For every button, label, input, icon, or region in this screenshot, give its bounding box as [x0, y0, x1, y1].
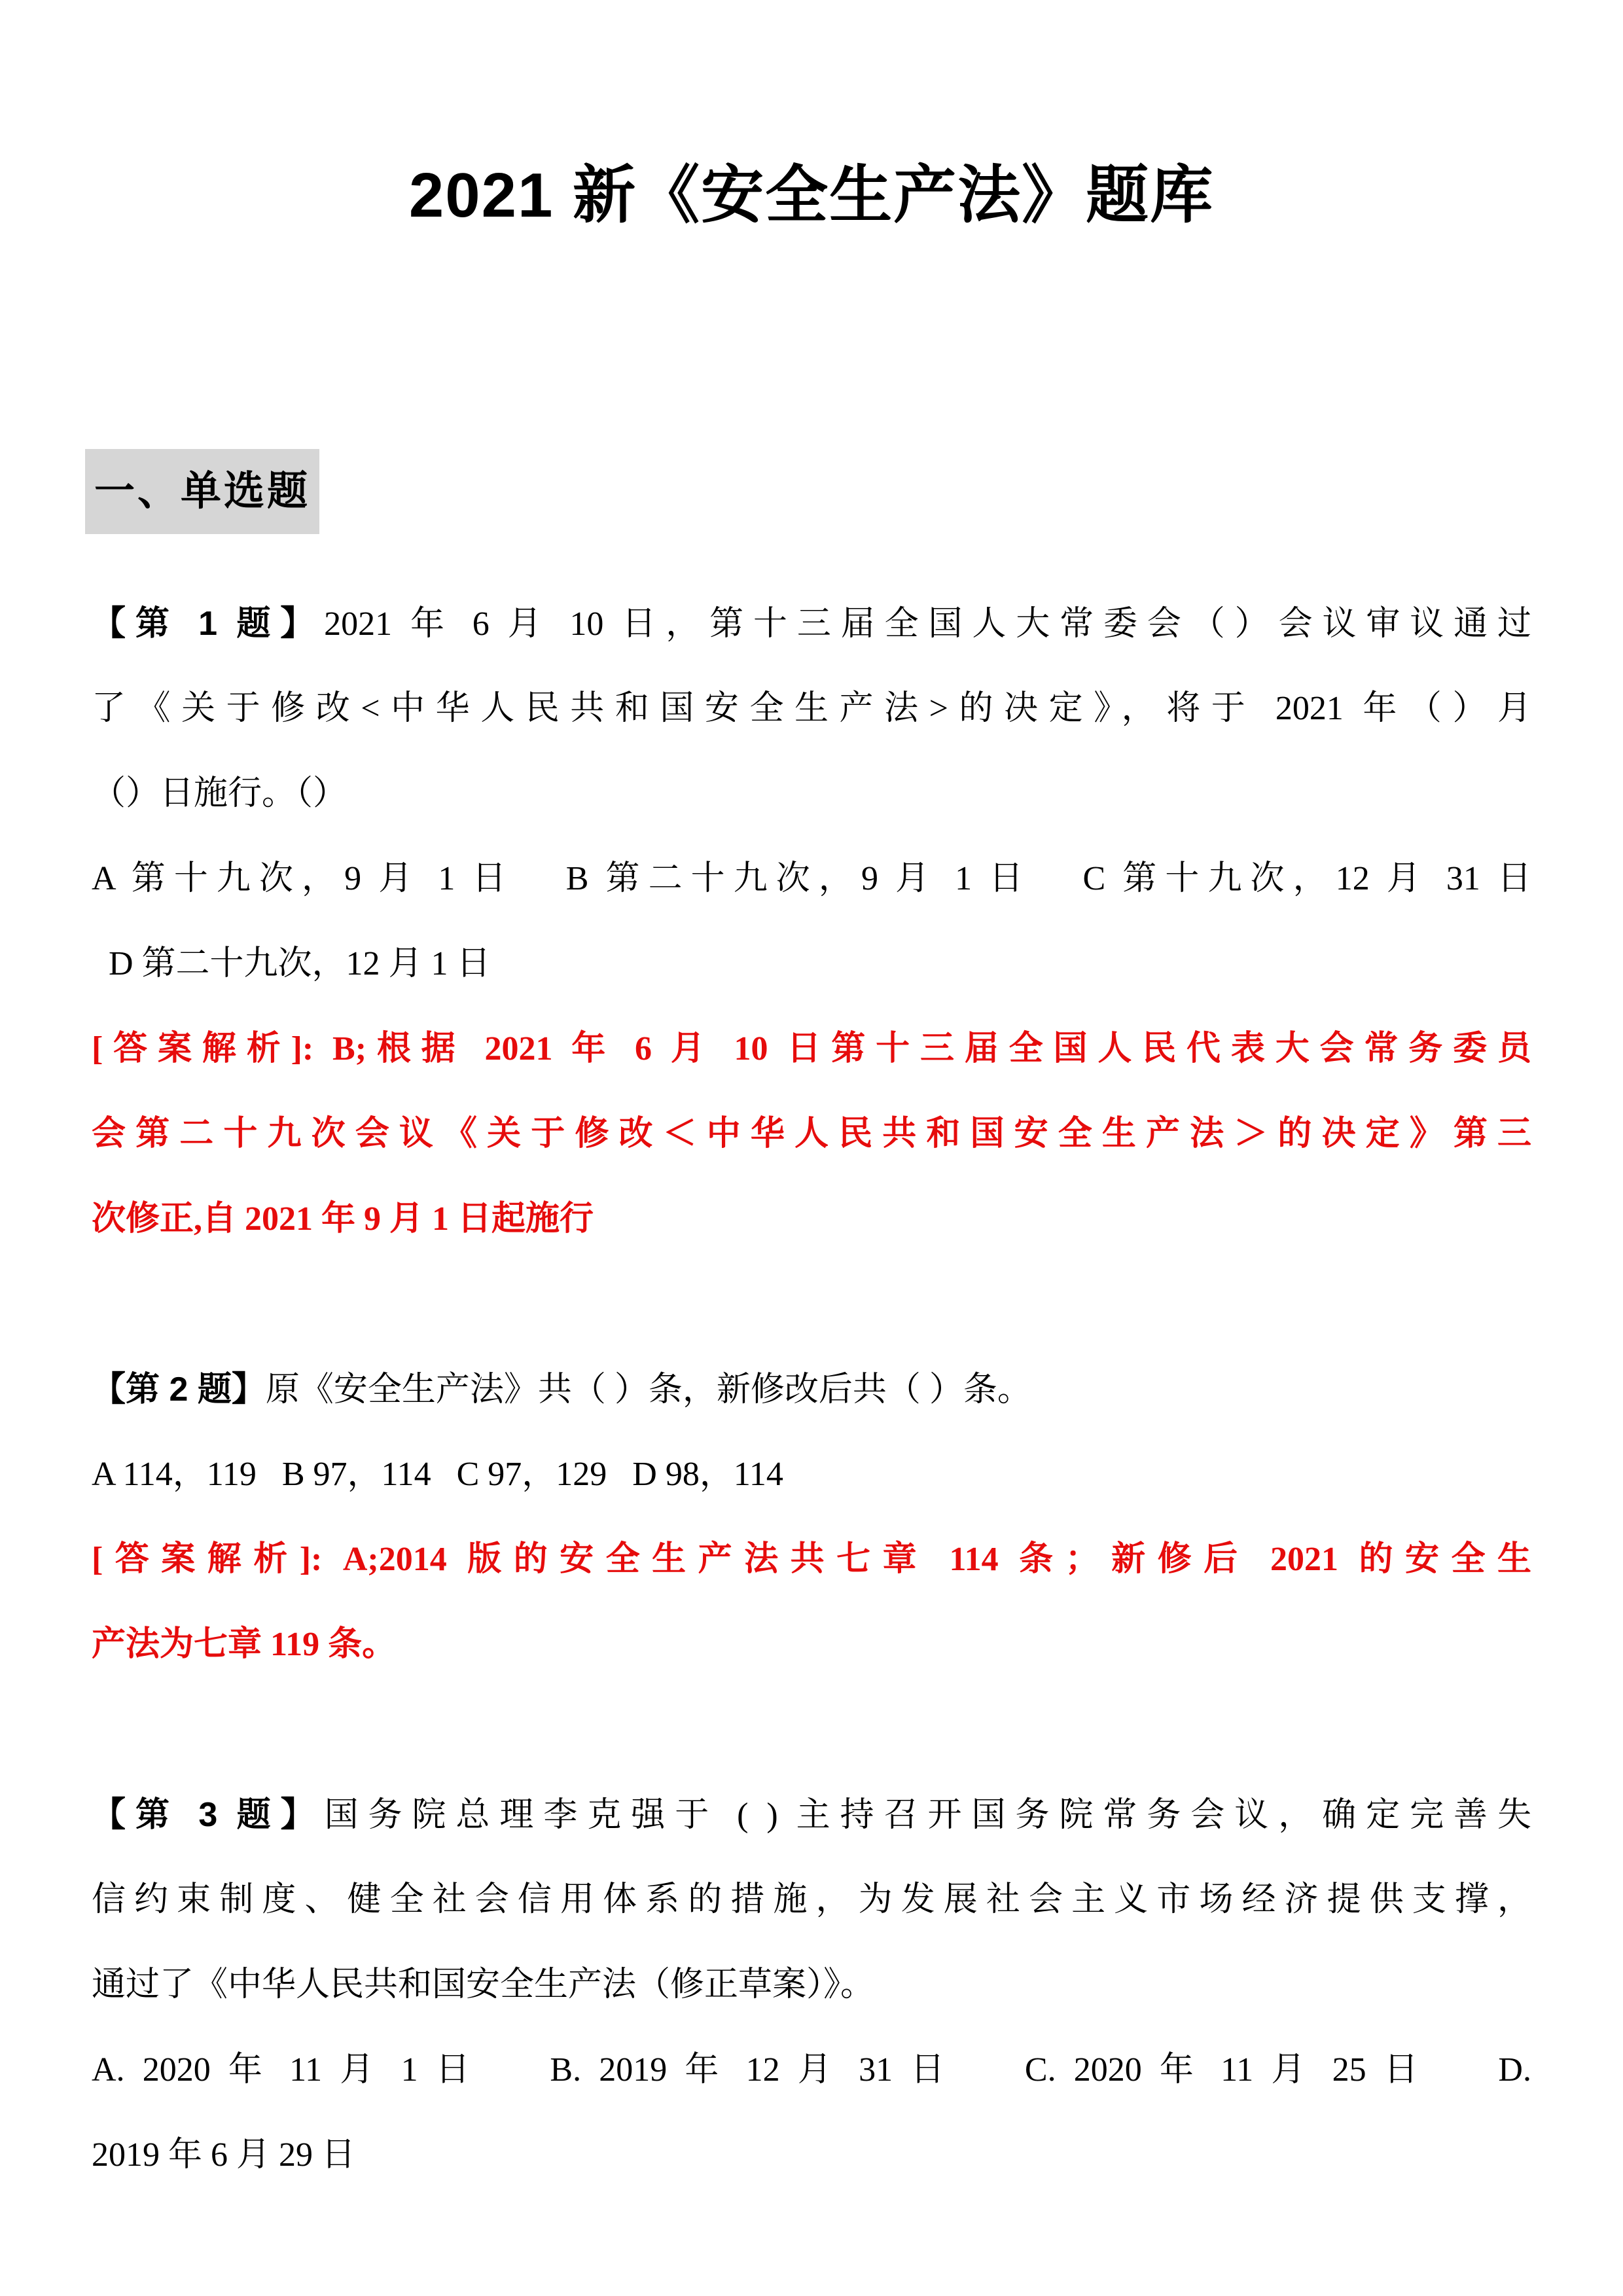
question-block-2 [92, 1347, 1531, 1687]
question-1-answer-line-3: 次修正,自 2021 年 9 月 1 日起施行 [92, 1200, 594, 1238]
question-3-stem-line-1 [92, 1772, 1531, 1857]
question-1-stem-line-1 [92, 581, 1531, 666]
question-1-stem-text: 2021 年 6 月 10 日，第十三届全国人大常委会（）会议审议通过 [324, 605, 1531, 643]
question-1-stem-line-2: 了《关于修改<中华人民共和国安全生产法>的决定》，将于 2021 年（）月 [92, 690, 1531, 728]
question-2-stem-text: 原《安全生产法》共（ ）条，新修改后共（ ）条。 [265, 1371, 1031, 1409]
question-1-answer-line-1: [答案解析]: B;根据 2021 年 6 月 10 日第十三届全国人民代表大会常务委员 [92, 1030, 1531, 1068]
section-heading-row [92, 449, 1531, 534]
question-1-options-line-2: D 第二十九次，12 月 1 日 [92, 945, 491, 983]
question-1-number-label: 【第 1 题】 [92, 605, 325, 643]
question-block-3 [92, 1772, 1531, 2198]
question-2-answer-line-2: 产法为七章 119 条。 [92, 1626, 397, 1664]
question-3-stem-line-3: 通过了《中华人民共和国安全生产法（修正草案）》。 [92, 1966, 875, 2004]
question-1-answer-line-2: 会第二十九次会议《关于修改＜中华人民共和国安全生产法＞的决定》第三 [92, 1115, 1531, 1153]
question-1-options-line-1: A 第十九次，9 月 1 日 B 第二十九次，9 月 1 日 C 第十九次，12 月 31 日 [92, 860, 1531, 898]
question-block-1 [92, 581, 1531, 1262]
question-3-options-line-2: 2019 年 6 月 29 日 [92, 2136, 356, 2174]
question-list [92, 581, 1531, 2198]
question-2-stem-line-1 [92, 1347, 1531, 1432]
question-3-options-line-1: A. 2020 年 11 月 1 日 B. 2019 年 12 月 31 日 C. 2020 年 11 月 25 日 D. [92, 2051, 1531, 2089]
question-3-stem-line-2: 信约束制度、健全社会信用体系的措施，为发展社会主义市场经济提供支撑， [92, 1881, 1531, 1919]
document-title: 2021 新《安全生产法》题库 [408, 160, 1215, 231]
question-2-options-line-1: A 114，119 B 97，114 C 97，129 D 98，114 [92, 1456, 783, 1494]
question-3-stem-text: 国务院总理李克强于 ( ) 主持召开国务院常务会议，确定完善失 [324, 1797, 1531, 1835]
question-1-stem-line-3: （）日施行。（） [92, 775, 348, 813]
page-content [0, 42, 1623, 2198]
section-heading: 一、单选题 [85, 449, 319, 534]
question-3-number-label: 【第 3 题】 [92, 1796, 325, 1835]
question-2-number-label: 【第 2 题】 [92, 1371, 266, 1409]
question-2-answer-line-1: [答案解析]: A;2014 版的安全生产法共七章 114 条；新修后 2021 的安全生 [92, 1541, 1531, 1579]
